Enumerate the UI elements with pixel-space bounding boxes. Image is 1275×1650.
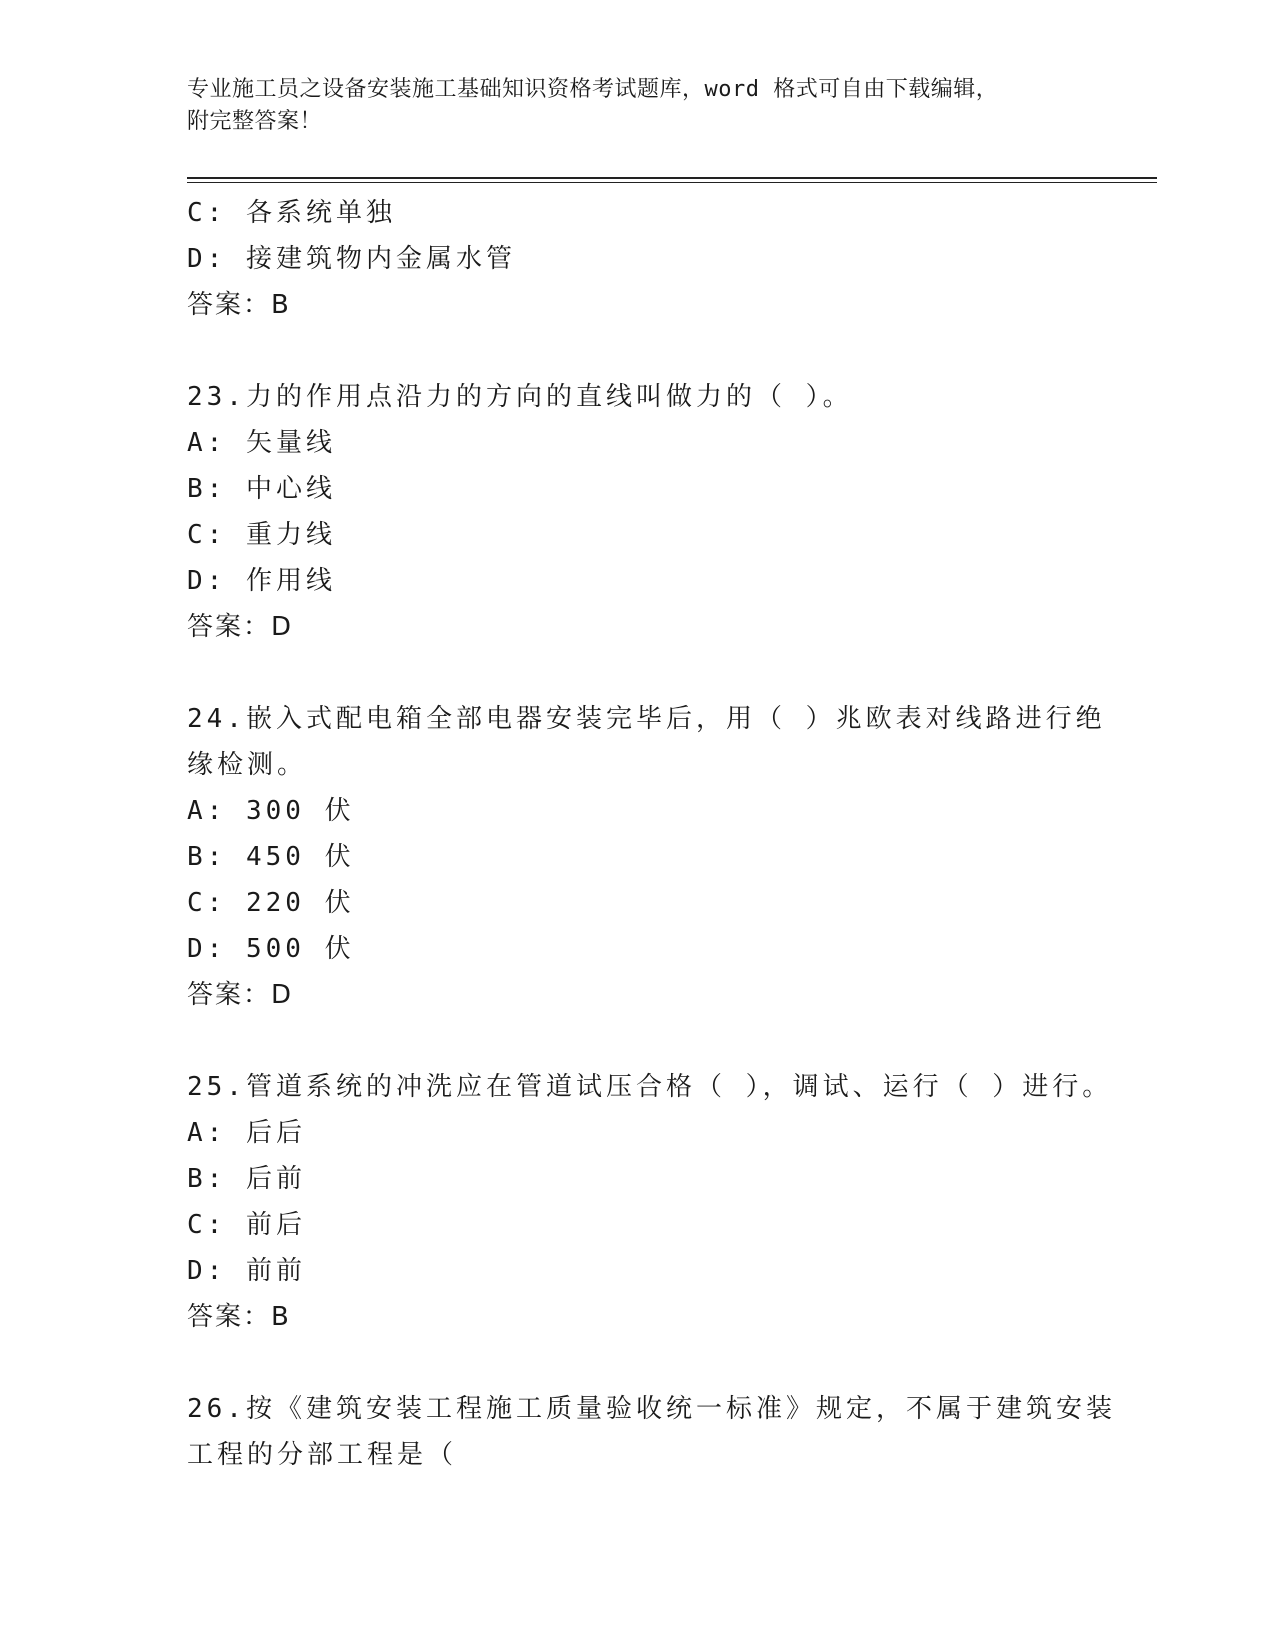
option-b: B: 后前	[187, 1164, 306, 1194]
answer: 答案：D	[187, 612, 294, 642]
document-header	[187, 74, 1087, 138]
question-text-line-2: 工程的分部工程是（	[187, 1440, 458, 1470]
question-text-line-1: 24.嵌入式配电箱全部电器安装完毕后，用（ ）兆欧表对线路进行绝	[187, 704, 1106, 734]
option-d: D: 500 伏	[187, 934, 355, 964]
option-d: D: 作用线	[187, 566, 336, 596]
option-c: C: 前后	[187, 1210, 306, 1240]
question-text: 23.力的作用点沿力的方向的直线叫做力的（ ）。	[187, 382, 853, 412]
question-24	[187, 696, 1106, 1018]
option-c: C: 220 伏	[187, 888, 355, 918]
option-a: A: 300 伏	[187, 796, 355, 826]
header-rule-thick	[187, 177, 1157, 179]
option-c: C: 各系统单独	[187, 198, 396, 228]
option-d: D: 接建筑物内金属水管	[187, 244, 516, 274]
option-a: A: 矢量线	[187, 428, 336, 458]
answer: 答案：B	[187, 1302, 291, 1332]
question-25	[187, 1064, 1113, 1340]
question-23	[187, 374, 1087, 650]
option-b: B: 中心线	[187, 474, 336, 504]
answer: 答案：D	[187, 980, 294, 1010]
header-rule-thin	[187, 182, 1157, 183]
header-line-2: 附完整答案！	[187, 109, 323, 134]
question-list	[187, 190, 1116, 1478]
question-text-line-1: 26.按《建筑安装工程施工质量验收统一标准》规定，不属于建筑安装	[187, 1394, 1116, 1424]
question-text: 25.管道系统的冲洗应在管道试压合格（ ），调试、运行（ ）进行。	[187, 1072, 1113, 1102]
option-b: B: 450 伏	[187, 842, 355, 872]
question-26	[187, 1386, 1116, 1478]
header-line-1: 专业施工员之设备安装施工基础知识资格考试题库，word 格式可自由下载编辑，	[187, 77, 999, 102]
prev-question-tail	[187, 190, 1087, 328]
option-a: A: 后后	[187, 1118, 306, 1148]
option-d: D: 前前	[187, 1256, 306, 1286]
question-text-line-2: 缘检测。	[187, 750, 308, 780]
answer: 答案：B	[187, 290, 291, 320]
option-c: C: 重力线	[187, 520, 336, 550]
